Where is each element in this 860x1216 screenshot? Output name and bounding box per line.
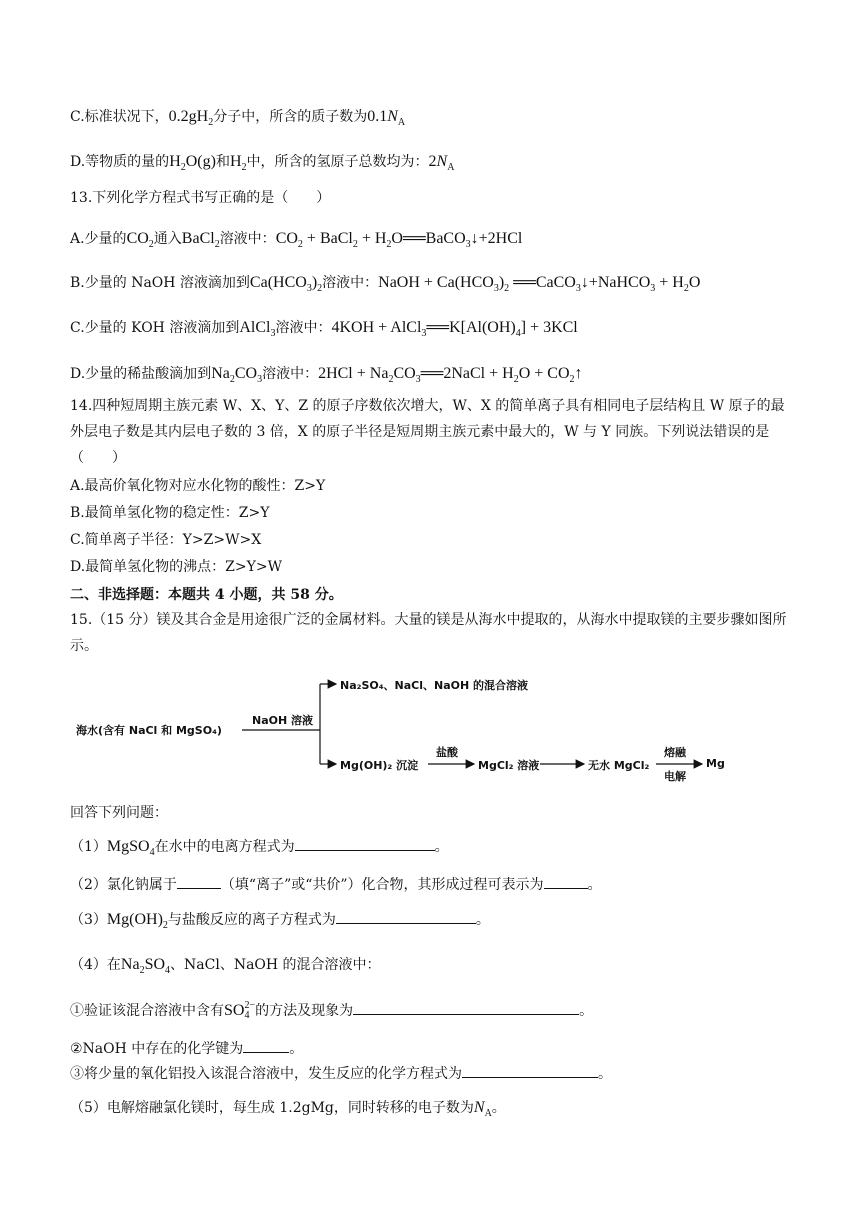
diagram-anhydrous: 无水 MgCl₂ [588, 759, 650, 772]
diagram-reagent-hcl: 盐酸 [436, 746, 458, 759]
answer-blank[interactable] [336, 909, 476, 924]
diagram-product: Mg [706, 757, 725, 770]
q12-c-pre: C.标准状况下， [70, 109, 169, 125]
q15-part5: （5）电解熔融氯化镁时，每生成 1.2gMg，同时转移的电子数为$N_A$。 [70, 1099, 506, 1120]
answer-blank[interactable] [353, 1000, 579, 1015]
q12-option-c: C.标准状况下，$0.2gH_2$分子中，所含的质子数为$0.1N_A$ [70, 108, 406, 129]
section-heading: 二、非选择题：本题共 4 小题，共 58 分。 [70, 587, 343, 603]
answer-blank[interactable] [295, 836, 435, 851]
q15-part3: $(3)Mg(OH)_2$与盐酸反应的离子方程式为 。 [70, 911, 490, 932]
q15-part2: （2）氯化钠属于 （填“离子”或“共价”）化合物，其形成过程可表示为 。 [70, 874, 602, 895]
q14-stem: 14.四种短周期主族元素 W、X、Y、Z 的原子序数依次增大，W、X 的简单离子具有相同电子层结构且 W 原子的最外层电子数是其内层电子数的 3 倍，X 的原子半径是短周期主族元素中最大的，W 与 Y 同族。下列说法错误的是（ ） [70, 398, 785, 466]
q14-option-a: A.最高价氧化物对应水化物的酸性：Z>Y [70, 478, 326, 494]
diagram-precipitate: Mg(OH)₂ 沉淀 [340, 759, 419, 772]
extraction-flow-diagram [76, 668, 736, 784]
diagram-mgcl2-solution: MgCl₂ 溶液 [478, 759, 540, 772]
diagram-source: 海水(含有 NaCl 和 MgSO₄) [76, 724, 222, 737]
diagram-reagent-naoh: NaOH 溶液 [252, 714, 314, 727]
answer-blank[interactable] [462, 1063, 598, 1078]
q13-a-equation: $CO_2$ + BaCl$_2$ + $H_2O══BaCO_3↓+2HCl$ [275, 230, 523, 251]
answer-blank[interactable] [177, 874, 221, 889]
q13-option-c: C.少量的 KOH 溶液滴加到AlCl$_3$溶液中：$4KOH + AlCl_3══K[Al(OH)_4] + 3KCl$ [70, 319, 578, 340]
diagram-top-product: Na₂SO₄、NaCl、NaOH 的混合溶液 [340, 679, 529, 692]
q12-d-formula: $H_2O(g)$ [169, 153, 216, 174]
q13-option-b: B.少量的 NaOH 溶液滴加到$Ca(HCO_3)_2$溶液中：NaOH + $Ca(HCO_3)_2$ ══CaCO$_3$↓+NaHCO$_3$ + $H_2O$ [70, 274, 701, 295]
q15-part4a: ①验证该混合溶液中含有SO 2− 4 的方法及现象为 。 [70, 1000, 594, 1022]
answer-blank[interactable] [243, 1038, 289, 1053]
q12-c-formula: $0.2gH_2$ [168, 108, 214, 129]
q15-stem: 15.（15 分）镁及其合金是用途很广泛的金属材料。大量的镁是从海水中提取的，从海水中提取镁的主要步骤如图所示。 [70, 612, 787, 654]
q15-part1: （1）MgSO$_4$在水中的电离方程式为 。 [70, 838, 449, 859]
q14-option-d: D.最简单氢化物的沸点：Z>Y>W [70, 559, 282, 575]
q13-d-equation: $2HCl + Na_2CO_3══2NaCl + H_2O$ + $CO_2↑$ [318, 365, 583, 386]
q15-part4b: ②NaOH 中存在的化学键为 。 [70, 1038, 303, 1059]
q14-option-c: C.简单离子半径：Y>Z>W>X [70, 532, 262, 548]
diagram-cond-molten: 熔融 [664, 746, 686, 759]
q14-option-b: B.最简单氢化物的稳定性：Z>Y [70, 505, 270, 521]
q15-prompt: 回答下列问题： [70, 805, 168, 821]
q13-stem: 13.下列化学方程式书写正确的是（ ） [70, 190, 331, 206]
q13-option-d: D.少量的稀盐酸滴加到$Na_2CO_3$溶液中：$2HCl + Na_2CO_3══2NaCl + H_2O$ + $CO_2↑$ [70, 365, 583, 386]
q13-b-equation: NaOH + $Ca(HCO_3)_2$ ══CaCO$_3$↓+NaHCO$_3$ + $H_2O$ [378, 274, 701, 295]
q12-c-value: $0.1N_A$ [367, 108, 406, 129]
diagram-cond-electrolysis: 电解 [664, 770, 686, 783]
q13-c-equation: $4KOH + AlCl_3══K[Al(OH)_4] + 3KCl$ [331, 319, 578, 340]
q13-option-a: A.少量的$CO_2$通入BaCl$_2$溶液中：$CO_2$ + BaCl$_2$ + $H_2O══BaCO_3↓+2HCl$ [70, 230, 523, 251]
q15-part4: （4）在$Na_2SO_4$、NaCl、NaOH 的混合溶液中： [70, 956, 381, 977]
q15-part4c: ③将少量的氧化铝投入该混合溶液中，发生反应的化学方程式为 。 [70, 1063, 612, 1084]
q12-option-d: D.等物质的量的$H_2O(g)$和$H_2$中，所含的氢原子总数均为：$2N_A$ [70, 153, 455, 174]
answer-blank[interactable] [544, 874, 588, 889]
